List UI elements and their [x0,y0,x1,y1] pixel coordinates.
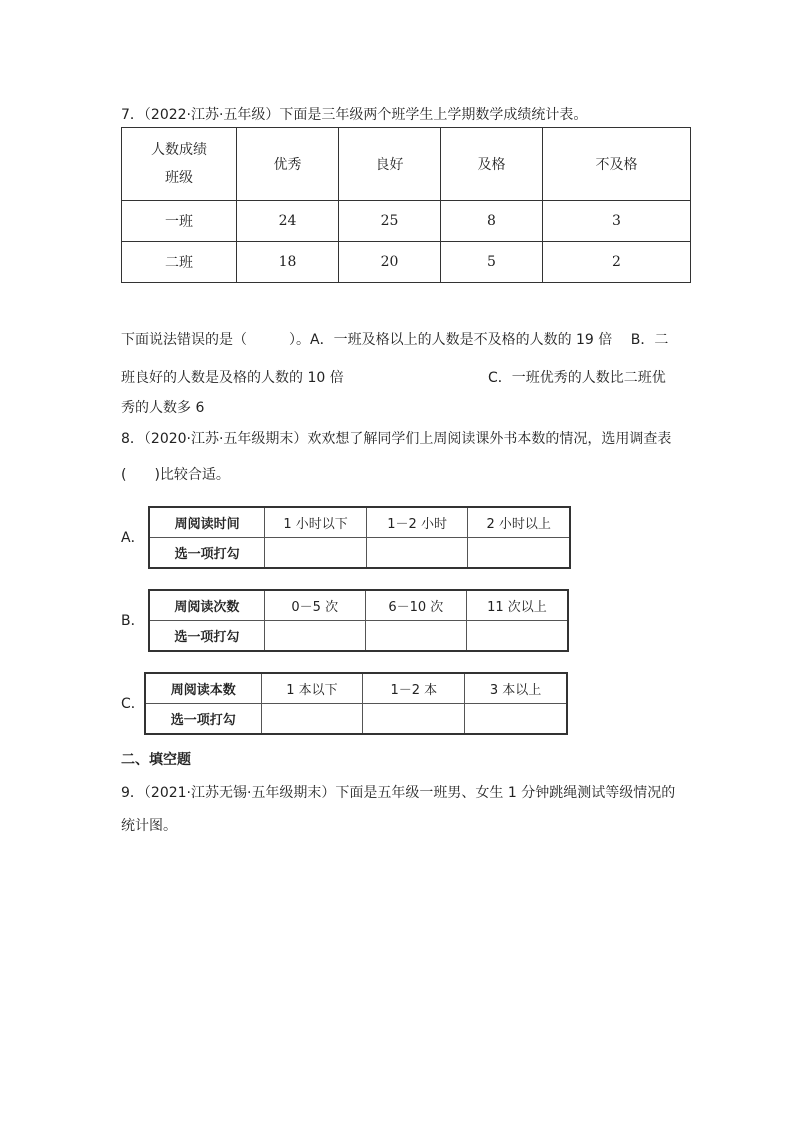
table-cell: 20 [338,242,440,283]
option-a-row2-label: 选一项打勾 [149,538,265,569]
section-title: 二、填空题 [121,752,191,768]
checkbox-cell[interactable] [468,538,570,569]
table-cell: 24 [237,201,339,242]
table-cell: 3 本以上 [465,673,567,704]
header-cell: 不及格 [542,128,690,201]
table-row [145,704,567,735]
table-row [149,538,570,569]
table-cell: 11 次以上 [466,590,568,621]
option-a-letter: A． [121,530,145,546]
table-row [149,590,568,621]
option-c-title: 周阅读本数 [145,673,261,704]
table-cell: 5 [440,242,542,283]
table-cell: 3 [542,201,690,242]
checkbox-cell[interactable] [465,704,567,735]
checkbox-cell[interactable] [363,704,465,735]
q7-options-line2a: 班良好的人数是及格的人数的 10 倍 [121,370,344,386]
table-row [122,201,691,242]
corner-top-label: 人数成绩 [151,142,207,158]
table-cell: 1 小时以下 [265,507,367,538]
q7-options-line3: 秀的人数多 6 [121,400,205,416]
q7-options-line1: 下面说法错误的是（ ）。A．一班及格以上的人数是不及格的人数的 19 倍 B．二 [121,332,669,348]
q7-stem: 7．（2022·江苏·五年级）下面是三年级两个班学生上学期数学成绩统计表。 [121,107,588,123]
header-cell: 及格 [440,128,542,201]
checkbox-cell[interactable] [366,538,468,569]
option-a-table [148,506,571,569]
option-c-row2-label: 选一项打勾 [145,704,261,735]
table-cell: 0－5 次 [264,590,365,621]
q8-stem-line2: ( )比较合适。 [121,467,230,483]
option-b-table [148,589,569,652]
table-cell: 8 [440,201,542,242]
table-row [145,673,567,704]
table-header-row [122,128,691,201]
option-a-title: 周阅读时间 [149,507,265,538]
table-cell: 1 本以下 [261,673,363,704]
q7-options-line2b: C．一班优秀的人数比二班优 [488,370,666,386]
table-cell: 25 [338,201,440,242]
q8-stem: 8．（2020·江苏·五年级期末）欢欢想了解同学们上周阅读课外书本数的情况，选用调查表 [121,431,672,447]
table-row [149,507,570,538]
q9-stem-line2: 统计图。 [121,818,177,834]
option-c-table [144,672,568,735]
table-cell: 6－10 次 [365,590,466,621]
table-row [122,242,691,283]
checkbox-cell[interactable] [365,621,466,652]
table-cell: 2 [542,242,690,283]
option-c-letter: C． [121,696,145,712]
checkbox-cell[interactable] [261,704,363,735]
score-table [121,127,691,283]
table-cell: 1－2 本 [363,673,465,704]
q9-stem: 9．（2021·江苏无锡·五年级期末）下面是五年级一班男、女生 1 分钟跳绳测试等级情况的 [121,785,676,801]
row-label: 一班 [122,201,237,242]
option-b-row2-label: 选一项打勾 [149,621,264,652]
checkbox-cell[interactable] [466,621,568,652]
checkbox-cell[interactable] [265,538,367,569]
option-b-title: 周阅读次数 [149,590,264,621]
header-cell: 优秀 [237,128,339,201]
header-cell: 良好 [338,128,440,201]
option-b-letter: B． [121,613,145,629]
row-label: 二班 [122,242,237,283]
table-cell: 18 [237,242,339,283]
checkbox-cell[interactable] [264,621,365,652]
corner-bottom-label: 班级 [165,170,193,186]
table-corner-cell [122,128,237,201]
table-row [149,621,568,652]
table-cell: 1－2 小时 [366,507,468,538]
table-cell: 2 小时以上 [468,507,570,538]
